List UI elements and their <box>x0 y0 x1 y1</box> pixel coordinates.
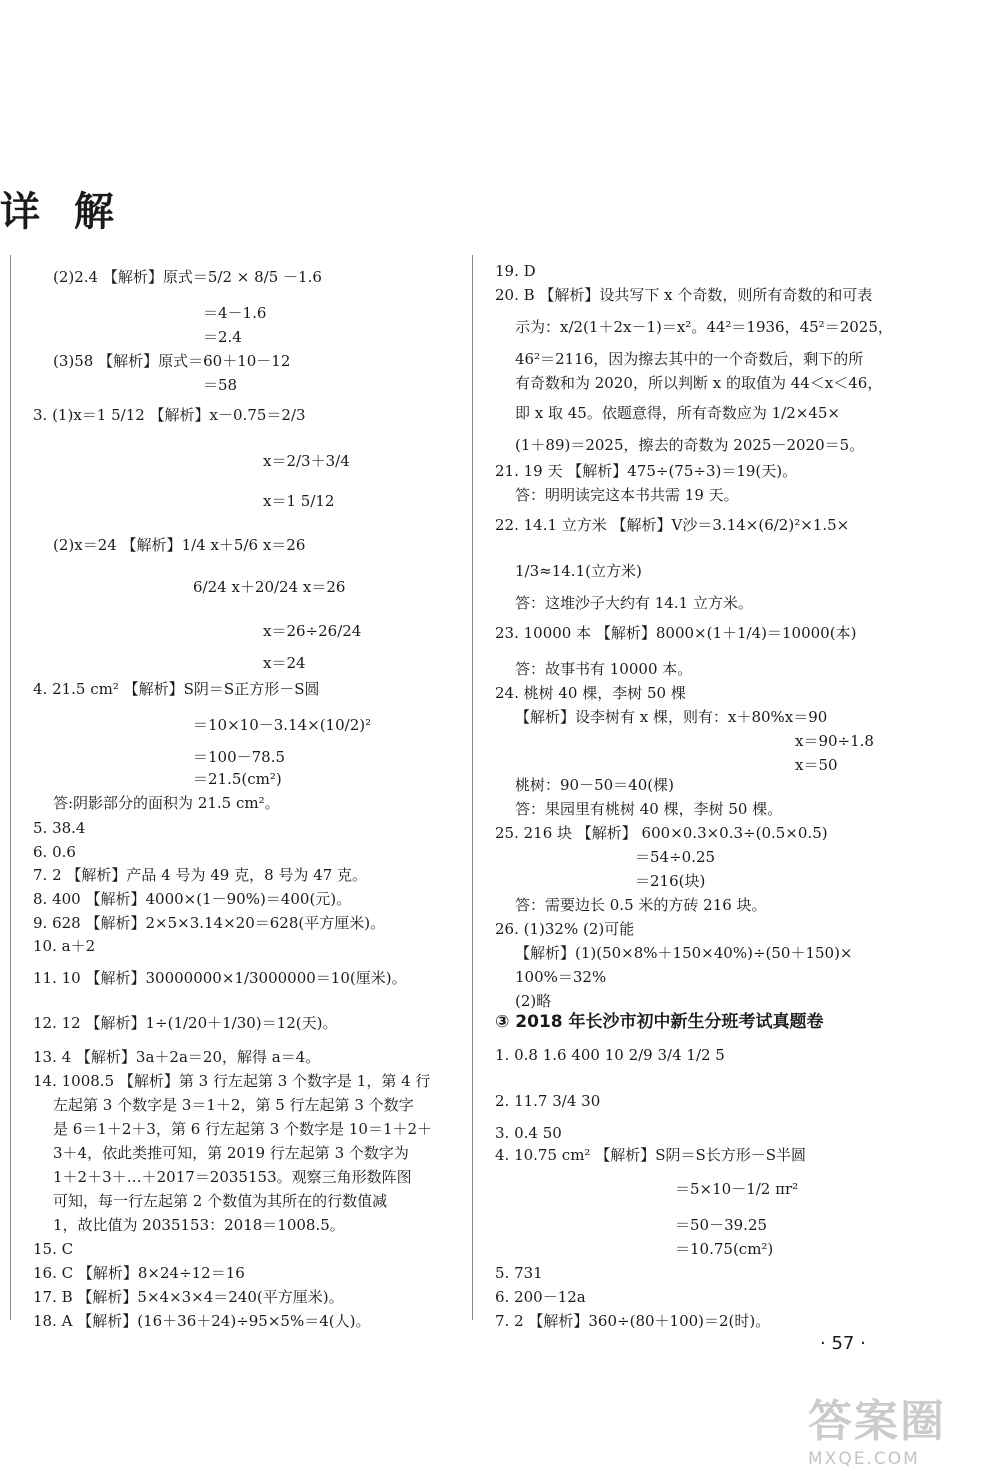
watermark-url: MXQE.COM <box>808 1449 920 1469</box>
left-answer-line: 6/24 x＋20/24 x＝26 <box>193 578 346 596</box>
right-answer-line: 20. B 【解析】设共写下 x 个奇数，则所有奇数的和可表 <box>495 286 873 304</box>
watermark <box>808 1385 973 1469</box>
right-answer-line: 桃树：90－50＝40(棵) <box>515 776 674 794</box>
left-answer-line: 4. 21.5 cm² 【解析】S阴＝S正方形－S圆 <box>33 680 320 698</box>
right-answer-line: 答：这堆沙子大约有 14.1 立方米。 <box>515 594 753 612</box>
right-answer-line: x＝90÷1.8 <box>795 732 874 750</box>
section-title: ③ 2018 年长沙市初中新生分班考试真题卷 <box>495 1012 824 1032</box>
left-answer-line: 5. 38.4 <box>33 819 86 837</box>
left-answer-line: (2)x＝24 【解析】1/4 x＋5/6 x＝26 <box>53 536 306 554</box>
page-number: · 57 · <box>820 1333 866 1354</box>
right-answer-line: (1＋89)＝2025，擦去的奇数为 2025－2020＝5。 <box>515 436 865 454</box>
left-answer-line: 12. 12 【解析】1÷(1/20＋1/30)＝12(天)。 <box>33 1014 338 1032</box>
right-answer-line: 答：果园里有桃树 40 棵，李树 50 棵。 <box>515 800 783 818</box>
left-answer-line: 3. (1)x＝1 5/12 【解析】x－0.75＝2/3 <box>33 406 306 424</box>
right-answer-line: 1. 0.8 1.6 400 10 2/9 3/4 1/2 5 <box>495 1046 725 1064</box>
right-answer-line: 7. 2 【解析】360÷(80＋100)＝2(时)。 <box>495 1312 771 1330</box>
left-column <box>10 255 465 1330</box>
right-answer-line: 2. 11.7 3/4 30 <box>495 1092 601 1110</box>
right-answer-line: 1/3≈14.1(立方米) <box>515 562 642 580</box>
left-answer-line: 左起第 3 个数字是 3＝1＋2，第 5 行左起第 3 个数字 <box>53 1096 414 1114</box>
left-answer-line: ＝100－78.5 <box>193 748 286 766</box>
left-answer-line: ＝4－1.6 <box>203 304 267 322</box>
left-answer-line: 可知，每一行左起第 2 个数值为其所在的行数值减 <box>53 1192 388 1210</box>
left-answer-line: x＝24 <box>263 654 306 672</box>
right-answer-line: 答：需要边长 0.5 米的方砖 216 块。 <box>515 896 767 914</box>
right-answer-line: 26. (1)32% (2)可能 <box>495 920 635 938</box>
right-answer-line: 5. 731 <box>495 1264 543 1282</box>
right-answer-line: 答：明明读完这本书共需 19 天。 <box>515 486 739 504</box>
right-answer-line: x＝50 <box>795 756 838 774</box>
left-answer-line: 10. a＋2 <box>33 937 96 955</box>
right-answer-line: 3. 0.4 50 <box>495 1124 562 1142</box>
right-answer-line: 19. D <box>495 262 536 280</box>
left-answer-line: ＝2.4 <box>203 328 242 346</box>
right-answer-line: 【解析】(1)(50×8%＋150×40%)÷(50＋150)× <box>515 944 853 962</box>
left-answer-line: x＝26÷26/24 <box>263 622 362 640</box>
left-answer-line: 8. 400 【解析】4000×(1－90%)＝400(元)。 <box>33 890 352 908</box>
right-answer-line: 6. 200－12a <box>495 1288 586 1306</box>
right-answer-line: 22. 14.1 立方米 【解析】V沙＝3.14×(6/2)²×1.5× <box>495 516 850 534</box>
right-answer-line: 24. 桃树 40 棵，李树 50 棵 <box>495 684 686 702</box>
left-answer-line: ＝10×10－3.14×(10/2)² <box>193 716 372 734</box>
left-answer-line: (3)58 【解析】原式＝60＋10－12 <box>53 352 291 370</box>
left-answer-line: 14. 1008.5 【解析】第 3 行左起第 3 个数字是 1，第 4 行 <box>33 1072 431 1090</box>
left-answer-line: 是 6＝1＋2＋3，第 6 行左起第 3 个数字是 10＝1＋2＋ <box>53 1120 433 1138</box>
right-answer-line: 即 x 取 45。依题意得，所有奇数应为 1/2×45× <box>515 404 840 422</box>
left-answer-line: 11. 10 【解析】30000000×1/3000000＝10(厘米)。 <box>33 969 407 987</box>
left-answer-line: ＝58 <box>203 376 238 394</box>
right-answer-line: 【解析】设李树有 x 棵，则有：x＋80%x＝90 <box>515 708 828 726</box>
right-answer-line: ＝216(块) <box>635 872 706 890</box>
right-answer-line: (2)略 <box>515 992 552 1010</box>
right-answer-line: ＝50－39.25 <box>675 1216 768 1234</box>
left-answer-line: 3＋4，依此类推可知，第 2019 行左起第 3 个数字为 <box>53 1144 409 1162</box>
right-answer-line: 46²＝2116，因为擦去其中的一个奇数后，剩下的所 <box>515 350 864 368</box>
right-answer-line: ＝54÷0.25 <box>635 848 716 866</box>
left-answer-line: 1＋2＋3＋…＋2017＝2035153。观察三角形数阵图 <box>53 1168 412 1186</box>
left-answer-line: x＝1 5/12 <box>263 492 335 510</box>
left-answer-line: ＝21.5(cm²) <box>193 770 282 788</box>
right-answer-line: ＝10.75(cm²) <box>675 1240 774 1258</box>
right-answer-line: ＝5×10－1/2 πr² <box>675 1180 799 1198</box>
page-title: 详 解 <box>0 189 124 235</box>
left-answer-line: 13. 4 【解析】3a＋2a＝20，解得 a＝4。 <box>33 1048 321 1066</box>
right-answer-line: 答：故事书有 10000 本。 <box>515 660 693 678</box>
left-answer-line: (2)2.4 【解析】原式＝5/2 × 8/5 －1.6 <box>53 268 322 286</box>
left-answer-line: 7. 2 【解析】产品 4 号为 49 克，8 号为 47 克。 <box>33 866 368 884</box>
left-answer-line: 9. 628 【解析】2×5×3.14×20＝628(平方厘米)。 <box>33 914 386 932</box>
left-answer-line: 15. C <box>33 1240 74 1258</box>
left-answer-line: 答:阴影部分的面积为 21.5 cm²。 <box>53 794 280 812</box>
left-answer-line: 6. 0.6 <box>33 843 76 861</box>
right-answer-line: 4. 10.75 cm² 【解析】S阴＝S长方形－S半圆 <box>495 1146 807 1164</box>
right-answer-line: 示为：x/2(1＋2x－1)＝x²。44²＝1936，45²＝2025， <box>515 318 893 336</box>
right-column <box>472 255 987 1330</box>
right-answer-line: 23. 10000 本 【解析】8000×(1＋1/4)＝10000(本) <box>495 624 857 642</box>
left-answer-line: 18. A 【解析】(16＋36＋24)÷95×5%＝4(人)。 <box>33 1312 371 1330</box>
right-answer-line: 25. 216 块 【解析】 600×0.3×0.3÷(0.5×0.5) <box>495 824 828 842</box>
left-answer-line: 17. B 【解析】5×4×3×4＝240(平方厘米)。 <box>33 1288 344 1306</box>
left-answer-line: 16. C 【解析】8×24÷12＝16 <box>33 1264 245 1282</box>
right-answer-line: 100%＝32% <box>515 968 607 986</box>
right-answer-line: 有奇数和为 2020，所以判断 x 的取值为 44＜x＜46， <box>515 374 883 392</box>
watermark-logo-text: 答案圈 <box>808 1396 946 1447</box>
left-answer-line: 1，故比值为 2035153：2018＝1008.5。 <box>53 1216 345 1234</box>
right-answer-line: 21. 19 天 【解析】475÷(75÷3)＝19(天)。 <box>495 462 798 480</box>
left-answer-line: x＝2/3＋3/4 <box>263 452 350 470</box>
